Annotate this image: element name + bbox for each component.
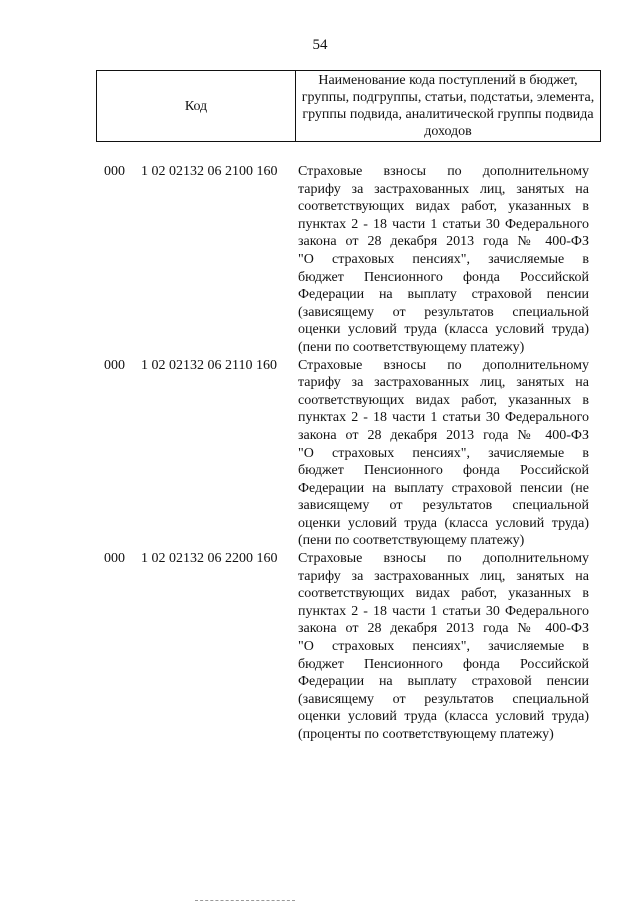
description-line: (пени по соответствующему платежу): [298, 533, 525, 549]
description-line: Страховые взносы по дополнительному: [298, 551, 589, 567]
description-line: тарифу за застрахованных лиц, занятых на: [298, 375, 589, 391]
description-line: бюджет Пенсионного фонда Российской: [298, 269, 589, 285]
description-line: (пени по соответствующему платежу): [298, 339, 525, 355]
description-line: Федерации на выплату страховой пенсии: [298, 674, 589, 690]
description-line: оценки условий труда (класса условий труда): [298, 515, 589, 531]
description-line: бюджет Пенсионного фонда Российской: [298, 463, 589, 479]
description-line: оценки условий труда (класса условий труда): [298, 322, 589, 338]
description-line: (проценты по соответствующему платежу): [298, 727, 554, 742]
table-row: [104, 357, 601, 551]
row-description: [298, 163, 589, 357]
description-line: (зависящему от результатов специальной: [298, 691, 589, 707]
description-line: Страховые взносы по дополнительному: [298, 164, 589, 179]
description-line: соответствующих видах работ, указанных в: [298, 199, 589, 215]
admin-code: 000: [104, 551, 125, 567]
row-description: [298, 357, 589, 551]
description-line: Страховые взносы по дополнительному: [298, 357, 589, 373]
description-line: соответствующих видах работ, указанных в: [298, 586, 589, 602]
header-code-cell: Код: [97, 71, 296, 142]
description-line: закона от 28 декабря 2013 года № 400-ФЗ: [298, 427, 589, 443]
description-line: пунктах 2 - 18 части 1 статьи 30 Федерального: [298, 603, 589, 619]
admin-code: 000: [104, 357, 125, 373]
header-table: [96, 70, 601, 142]
header-name-cell: Наименование кода поступлений в бюджет, группы, подгруппы, статьи, подстатьи, элемента, группы подвида, аналитической группы подвида доходов: [296, 71, 601, 142]
kbk-code: 1 02 02132 06 2110 160: [141, 357, 277, 373]
description-line: тарифу за застрахованных лиц, занятых на: [298, 181, 589, 197]
description-line: зависящему от результатов специальной: [298, 498, 589, 514]
description-line: "О страховых пенсиях", зачисляемые в: [298, 445, 589, 461]
description-line: тарифу за застрахованных лиц, занятых на: [298, 568, 589, 584]
description-line: Федерации на выплату страховой пенсии: [298, 287, 589, 303]
admin-code: 000: [104, 164, 125, 179]
kbk-code: 1 02 02132 06 2200 160: [141, 551, 278, 567]
description-line: бюджет Пенсионного фонда Российской: [298, 656, 589, 672]
table-row: [104, 163, 601, 357]
description-line: (зависящему от результатов специальной: [298, 304, 589, 320]
page-number: 54: [312, 37, 328, 53]
description-line: "О страховых пенсиях", зачисляемые в: [298, 251, 589, 267]
footer-dash-line: [195, 900, 295, 901]
description-line: соответствующих видах работ, указанных в: [298, 392, 589, 408]
description-line: закона от 28 декабря 2013 года № 400-ФЗ: [298, 234, 589, 250]
row-description: [298, 550, 589, 744]
description-line: пунктах 2 - 18 части 1 статьи 30 Федерального: [298, 410, 589, 426]
description-line: закона от 28 декабря 2013 года № 400-ФЗ: [298, 621, 589, 637]
description-line: пунктах 2 - 18 части 1 статьи 30 Федерального: [298, 216, 589, 232]
description-line: оценки условий труда (класса условий труда): [298, 709, 589, 725]
rows-container: [104, 163, 601, 744]
description-line: "О страховых пенсиях", зачисляемые в: [298, 639, 589, 655]
kbk-code: 1 02 02132 06 2100 160: [141, 164, 278, 179]
table-row: [104, 550, 601, 744]
description-line: Федерации на выплату страховой пенсии (не: [298, 480, 589, 496]
